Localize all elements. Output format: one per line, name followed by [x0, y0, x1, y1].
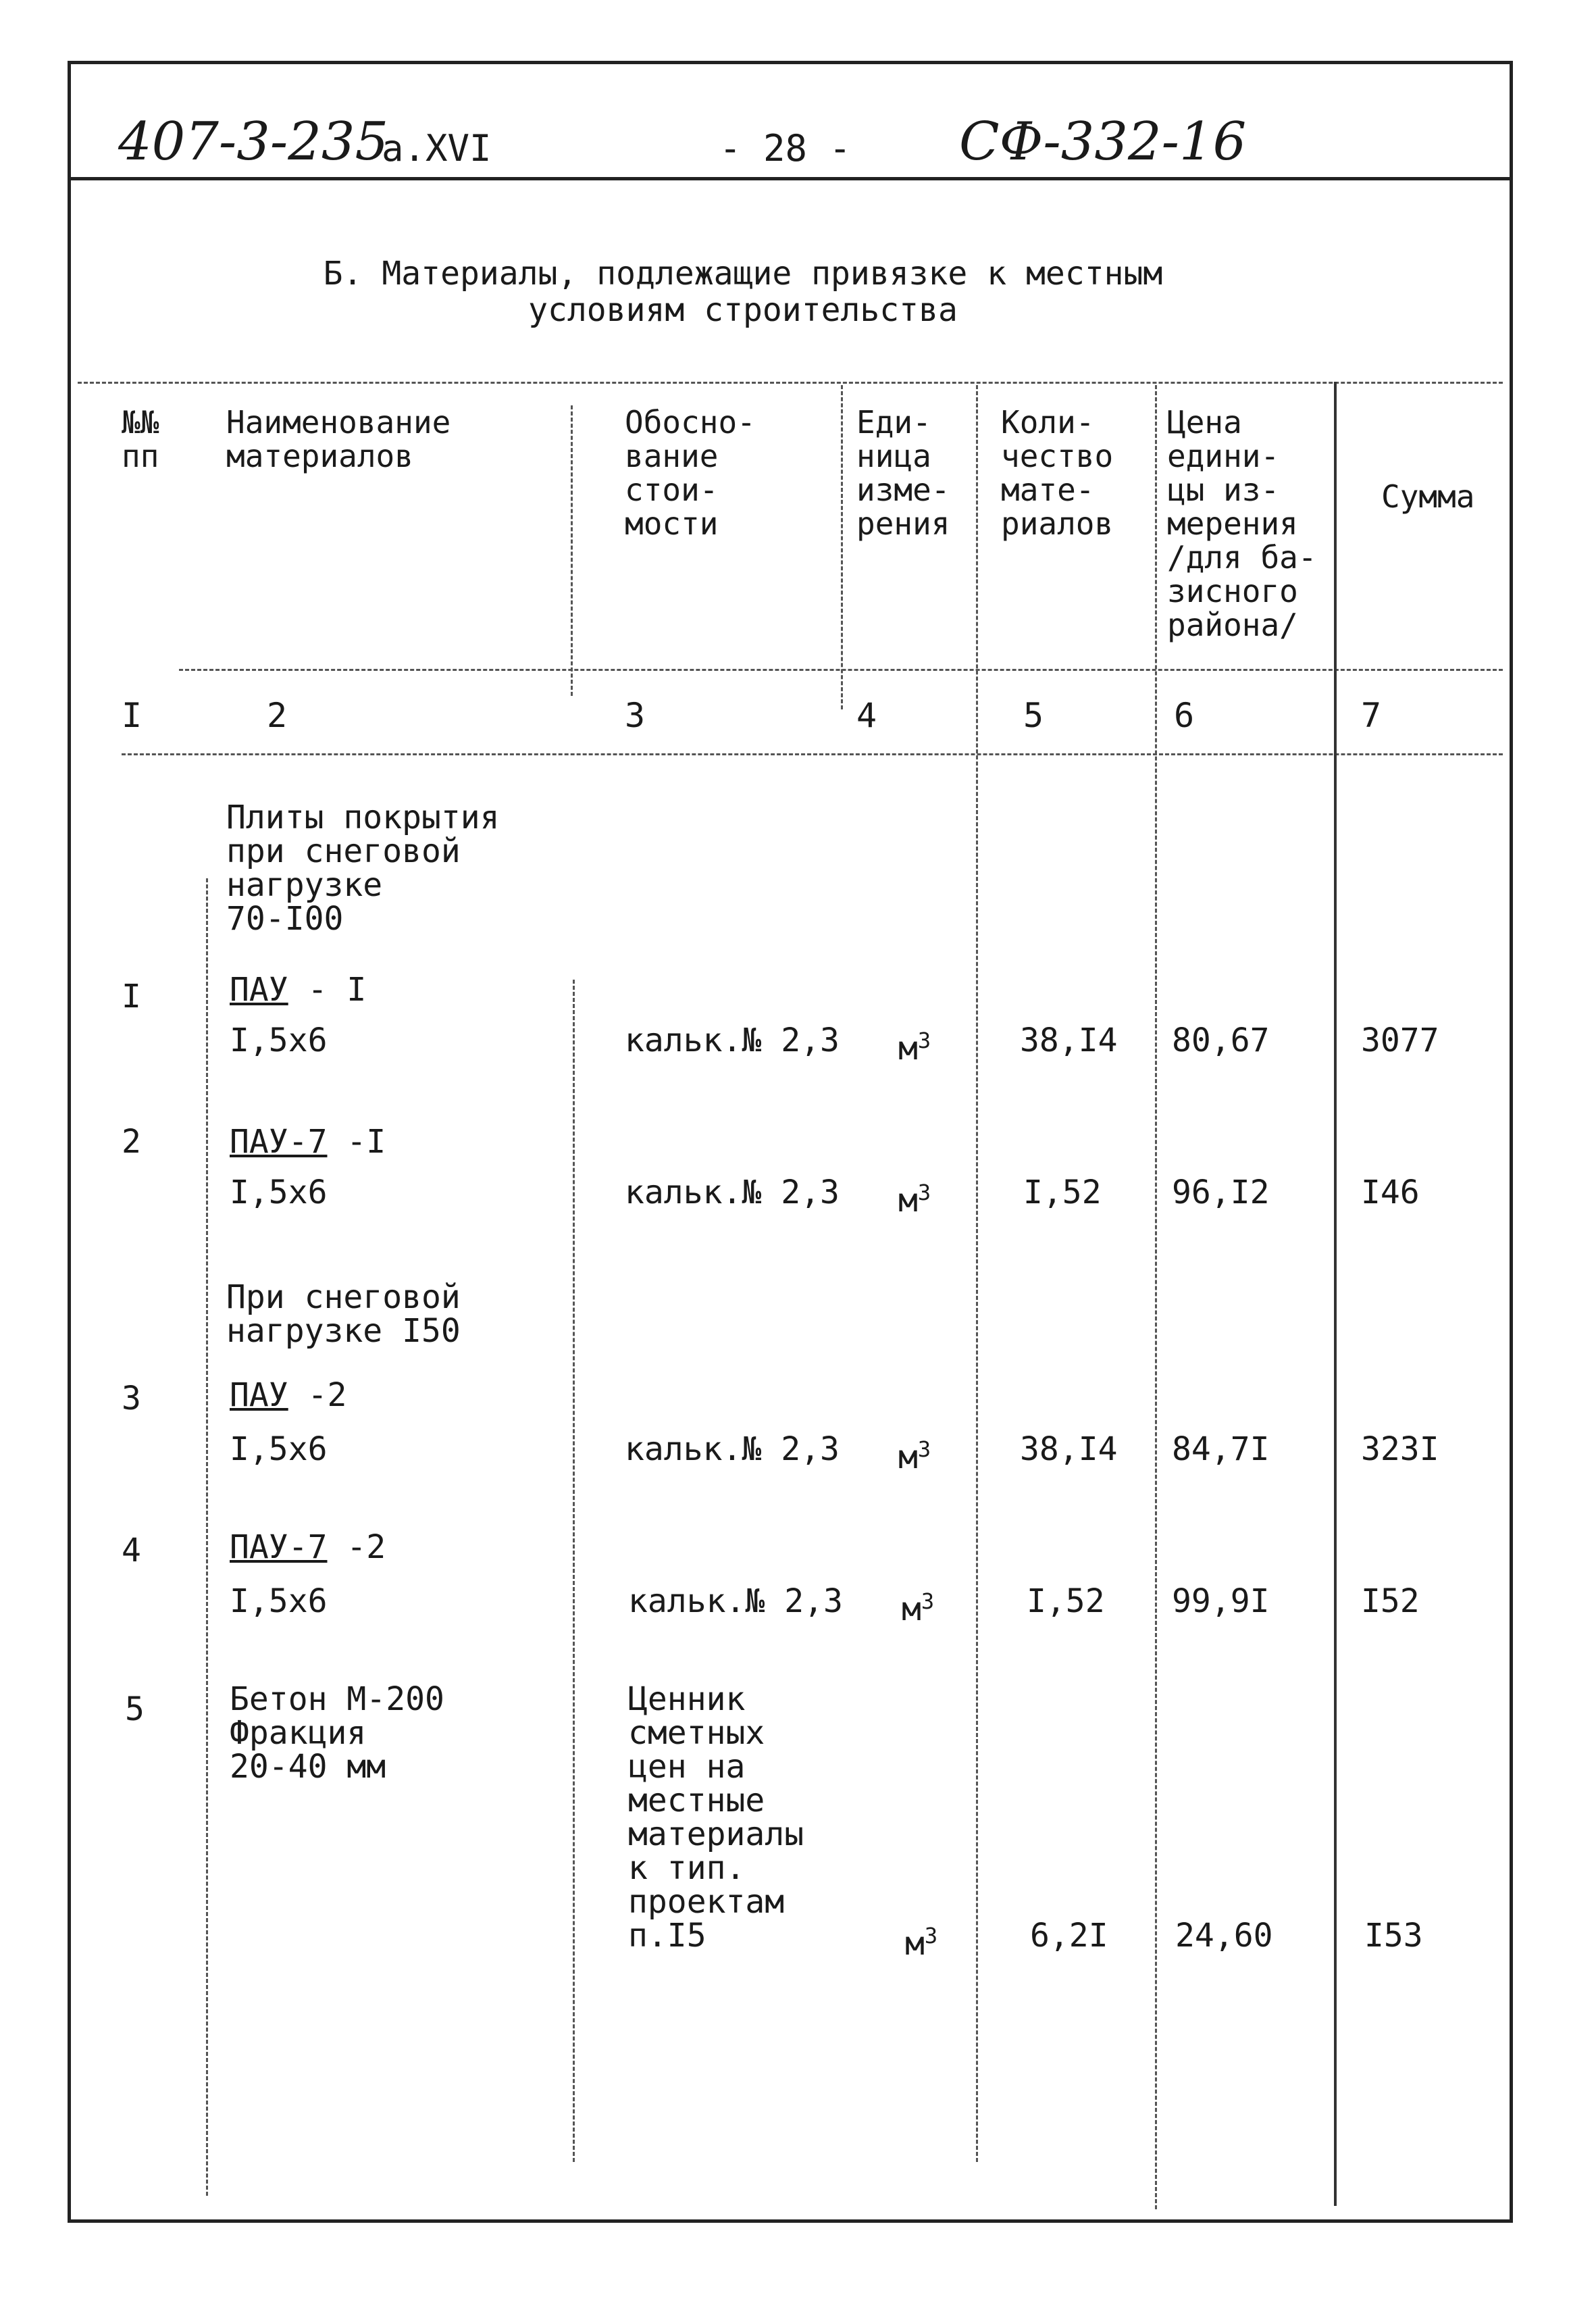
unit-text: м: [905, 1925, 925, 1963]
cost-basis: кальк.№ 2,3: [628, 1582, 843, 1620]
cost-basis: кальк.№ 2,3: [625, 1430, 840, 1468]
sheet-code: СФ-332-16: [959, 111, 1247, 172]
col-head-5: Коли- чество мате- риалов: [1001, 404, 1114, 542]
material-suffix: - I: [288, 971, 367, 1009]
col-num-5: 5: [1023, 696, 1044, 735]
unit-sup: 3: [917, 1180, 931, 1205]
material-code: ПАУ: [230, 971, 288, 1009]
material-name: Бетон М-200 Фракция 20-40 мм: [230, 1680, 444, 1786]
col-num-1: I: [122, 696, 143, 735]
col-divider-2: [571, 405, 573, 696]
quantity: I,52: [1027, 1582, 1105, 1620]
cost-basis: кальк.№ 2,3: [625, 1174, 840, 1211]
group-heading: Плиты покрытия при снеговой нагрузке 70-I00: [226, 799, 500, 938]
col-num-2: 2: [267, 696, 288, 735]
sum: I53: [1364, 1917, 1423, 1955]
material-name: [230, 1125, 386, 1159]
col-num-7: 7: [1361, 696, 1382, 735]
material-code: ПАУ-7: [230, 1528, 328, 1566]
sum: I46: [1361, 1174, 1420, 1211]
section-title: [203, 255, 1283, 328]
material-name: [230, 1378, 346, 1412]
row-number: I: [122, 978, 141, 1015]
unit-sup: 3: [921, 1588, 935, 1614]
unit-text: м: [898, 1030, 918, 1067]
material-size: I,5x6: [230, 1582, 328, 1620]
section-title-text: Б. Материалы, подлежащие привязке к местным условиям строительства: [323, 255, 1163, 329]
unit-sup: 3: [924, 1923, 938, 1948]
quantity: 38,I4: [1020, 1430, 1118, 1468]
col-num-3: 3: [625, 696, 646, 735]
group-heading: При снеговой нагрузке I50: [226, 1278, 461, 1350]
col-head-6: Цена едини- цы из- мерения /для ба- зисного района/: [1167, 404, 1317, 643]
col-divider-1: [206, 878, 208, 2196]
col-num-6: 6: [1174, 696, 1195, 735]
quantity: 6,2I: [1030, 1917, 1108, 1955]
col-head-2: Наименование материалов: [226, 404, 451, 474]
material-suffix: -I: [327, 1123, 386, 1161]
col-head-3: Обосно- вание стои- мости: [625, 404, 756, 542]
unit: [898, 1024, 931, 1065]
col-num-4: 4: [856, 696, 877, 735]
unit: [898, 1432, 931, 1474]
quantity: I,52: [1023, 1174, 1102, 1211]
unit-sup: 3: [917, 1028, 931, 1053]
material-name: [230, 1530, 386, 1564]
col-divider-2b: [573, 980, 575, 2162]
page-number: - 28 -: [719, 127, 852, 170]
row-number: 4: [122, 1532, 141, 1569]
unit: [905, 1919, 937, 1961]
unit-price: 80,67: [1172, 1022, 1270, 1059]
row-number: 2: [122, 1123, 141, 1161]
row-number: 5: [125, 1690, 145, 1728]
material-code: ПАУ-7: [230, 1123, 328, 1161]
material-suffix: -2: [327, 1528, 386, 1566]
col-divider-6: [1334, 382, 1337, 2206]
col-head-4: Еди- ница изме- рения: [856, 404, 950, 542]
sum: 3077: [1361, 1022, 1439, 1059]
quantity: 38,I4: [1020, 1022, 1118, 1059]
header-divider: [68, 177, 1513, 180]
material-code: ПАУ: [230, 1376, 288, 1414]
unit-price: 84,7I: [1172, 1430, 1270, 1468]
col-head-7: Сумма: [1381, 478, 1475, 515]
table-top-rule: [78, 382, 1503, 384]
unit-price: 96,I2: [1172, 1174, 1270, 1211]
numbers-bottom-rule: [122, 753, 1503, 755]
col-divider-4: [976, 385, 978, 2162]
cost-basis: кальк.№ 2,3: [625, 1022, 840, 1059]
sum: 323I: [1361, 1430, 1439, 1468]
material-size: I,5x6: [230, 1174, 328, 1211]
unit: [902, 1584, 934, 1626]
material-name: [230, 973, 366, 1007]
unit-sup: 3: [917, 1436, 931, 1462]
col-head-1: №№ пп: [122, 404, 159, 474]
unit-price: 99,9I: [1172, 1582, 1270, 1620]
unit-text: м: [898, 1438, 918, 1476]
unit-text: м: [898, 1182, 918, 1219]
cost-basis: Ценник сметных цен на местные материалы к тип. проектам п.I5: [628, 1680, 804, 1955]
material-suffix: -2: [288, 1376, 347, 1414]
album-label: а.XVI: [382, 127, 492, 170]
material-size: I,5x6: [230, 1430, 328, 1468]
doc-code: 407-3-235: [118, 111, 389, 172]
col-divider-5: [1155, 385, 1157, 2209]
col-divider-3: [841, 385, 843, 709]
unit: [898, 1176, 931, 1217]
sum: I52: [1361, 1582, 1420, 1620]
row-number: 3: [122, 1380, 141, 1417]
unit-text: м: [902, 1590, 921, 1628]
unit-price: 24,60: [1175, 1917, 1273, 1955]
material-size: I,5x6: [230, 1022, 328, 1059]
